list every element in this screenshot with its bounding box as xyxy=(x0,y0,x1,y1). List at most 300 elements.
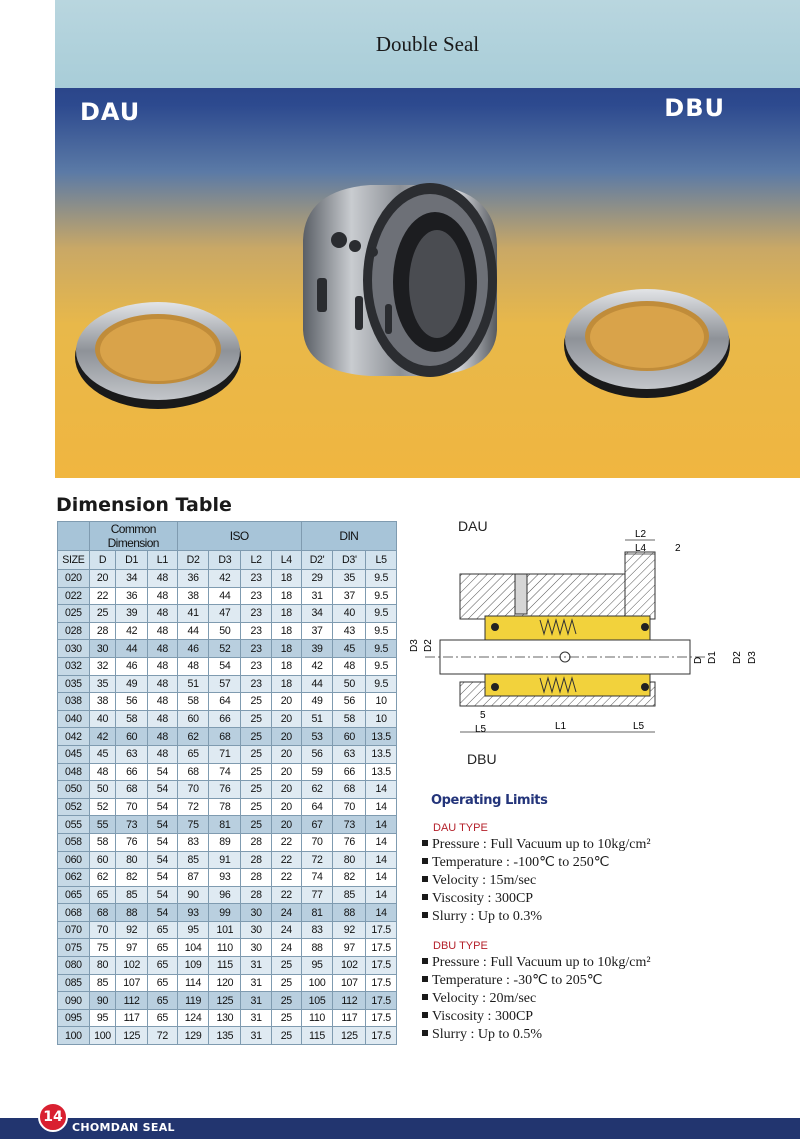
table-cell: 102 xyxy=(116,957,148,975)
table-cell: 83 xyxy=(177,833,209,851)
table-cell: 14 xyxy=(366,833,397,851)
table-cell: 70 xyxy=(116,798,148,816)
table-cell: 51 xyxy=(177,675,209,693)
table-cell: 9.5 xyxy=(366,622,397,640)
table-cell: 028 xyxy=(58,622,90,640)
group-header-spacer xyxy=(58,522,90,551)
table-cell: 52 xyxy=(209,640,241,658)
table-cell: 97 xyxy=(333,939,366,957)
table-cell: 46 xyxy=(177,640,209,658)
table-cell: 100 xyxy=(89,1027,115,1045)
table-cell: 65 xyxy=(89,886,115,904)
table-cell: 22 xyxy=(271,851,301,869)
table-cell: 020 xyxy=(58,570,90,588)
table-cell: 070 xyxy=(58,921,90,939)
seal-cross-section-diagram xyxy=(405,512,790,777)
table-cell: 89 xyxy=(209,833,241,851)
table-cell: 068 xyxy=(58,904,90,922)
table-group-header xyxy=(58,522,397,551)
o-ring xyxy=(641,683,649,691)
table-cell: 14 xyxy=(366,904,397,922)
table-cell: 31 xyxy=(241,1027,272,1045)
dau-type-title: DAU TYPE xyxy=(433,822,488,834)
table-cell: 14 xyxy=(366,798,397,816)
table-cell: 88 xyxy=(301,939,333,957)
table-cell: 72 xyxy=(177,798,209,816)
table-cell: 50 xyxy=(333,675,366,693)
table-cell: 24 xyxy=(271,904,301,922)
table-cell: 92 xyxy=(116,921,148,939)
label-d2-iso: D2 xyxy=(423,639,434,652)
brand-name: CHOMDAN SEAL xyxy=(72,1121,175,1134)
table-cell: 050 xyxy=(58,781,90,799)
list-item xyxy=(422,990,651,1008)
table-cell: 95 xyxy=(301,957,333,975)
table-cell: 88 xyxy=(116,904,148,922)
column-header-9: D3' xyxy=(333,551,366,570)
table-cell: 70 xyxy=(177,781,209,799)
table-cell: 78 xyxy=(209,798,241,816)
table-cell: 38 xyxy=(177,587,209,605)
table-cell: 54 xyxy=(148,781,178,799)
table-cell: 100 xyxy=(58,1027,90,1045)
table-cell: 28 xyxy=(241,886,272,904)
table-row xyxy=(58,974,397,992)
table-cell: 22 xyxy=(271,886,301,904)
table-cell: 10 xyxy=(366,710,397,728)
operating-limits-title: Operating Limits xyxy=(431,793,548,808)
table-cell: 73 xyxy=(116,816,148,834)
table-cell: 67 xyxy=(301,816,333,834)
limit-viscosity: Viscosity : 300CP xyxy=(432,891,534,906)
table-cell: 105 xyxy=(301,992,333,1010)
table-cell: 54 xyxy=(148,833,178,851)
table-cell: 54 xyxy=(148,816,178,834)
table-cell: 66 xyxy=(116,763,148,781)
gland-top xyxy=(625,552,655,619)
limit-temperature: Temperature : -30℃ to 205℃ xyxy=(432,973,603,988)
table-cell: 14 xyxy=(366,781,397,799)
table-cell: 18 xyxy=(271,657,301,675)
table-cell: 57 xyxy=(209,675,241,693)
table-cell: 95 xyxy=(89,1009,115,1027)
table-cell: 25 xyxy=(271,1009,301,1027)
table-cell: 66 xyxy=(333,763,366,781)
table-cell: 13.5 xyxy=(366,745,397,763)
bullet-icon xyxy=(422,876,428,882)
table-cell: 37 xyxy=(333,587,366,605)
table-cell: 18 xyxy=(271,587,301,605)
table-cell: 36 xyxy=(116,587,148,605)
list-item xyxy=(422,890,651,908)
seal-body-bottom xyxy=(485,674,650,696)
table-cell: 22 xyxy=(271,869,301,887)
table-cell: 81 xyxy=(301,904,333,922)
column-header-4: D2 xyxy=(177,551,209,570)
table-cell: 20 xyxy=(271,693,301,711)
table-cell: 112 xyxy=(116,992,148,1010)
table-cell: 34 xyxy=(301,605,333,623)
table-cell: 51 xyxy=(301,710,333,728)
table-cell: 135 xyxy=(209,1027,241,1045)
table-row xyxy=(58,886,397,904)
column-header-6: L2 xyxy=(241,551,272,570)
group-header-din: DIN xyxy=(301,522,396,551)
table-cell: 022 xyxy=(58,587,90,605)
table-cell: 66 xyxy=(209,710,241,728)
table-cell: 42 xyxy=(209,570,241,588)
table-cell: 20 xyxy=(271,798,301,816)
table-cell: 75 xyxy=(177,816,209,834)
table-cell: 48 xyxy=(148,710,178,728)
table-cell: 58 xyxy=(177,693,209,711)
table-cell: 80 xyxy=(116,851,148,869)
table-cell: 58 xyxy=(89,833,115,851)
table-cell: 23 xyxy=(241,605,272,623)
limit-velocity: Velocity : 20m/sec xyxy=(432,991,537,1006)
table-cell: 65 xyxy=(177,745,209,763)
table-cell: 40 xyxy=(333,605,366,623)
table-cell: 25 xyxy=(241,728,272,746)
table-cell: 56 xyxy=(333,693,366,711)
table-cell: 28 xyxy=(241,851,272,869)
table-cell: 93 xyxy=(177,904,209,922)
column-header-10: L5 xyxy=(366,551,397,570)
bullet-icon xyxy=(422,840,428,846)
table-cell: 63 xyxy=(116,745,148,763)
table-cell: 25 xyxy=(241,745,272,763)
table-cell: 48 xyxy=(148,587,178,605)
table-cell: 28 xyxy=(241,869,272,887)
table-cell: 035 xyxy=(58,675,90,693)
table-cell: 62 xyxy=(301,781,333,799)
table-cell: 17.5 xyxy=(366,1009,397,1027)
table-cell: 95 xyxy=(177,921,209,939)
table-cell: 68 xyxy=(333,781,366,799)
table-cell: 72 xyxy=(148,1027,178,1045)
table-cell: 88 xyxy=(333,904,366,922)
table-cell: 117 xyxy=(333,1009,366,1027)
table-cell: 60 xyxy=(89,851,115,869)
list-item xyxy=(422,908,651,926)
table-cell: 090 xyxy=(58,992,90,1010)
table-cell: 74 xyxy=(209,763,241,781)
table-cell: 90 xyxy=(89,992,115,1010)
table-cell: 114 xyxy=(177,974,209,992)
table-cell: 91 xyxy=(209,851,241,869)
table-cell: 50 xyxy=(209,622,241,640)
table-cell: 85 xyxy=(116,886,148,904)
table-cell: 90 xyxy=(177,886,209,904)
table-cell: 117 xyxy=(116,1009,148,1027)
table-cell: 85 xyxy=(89,974,115,992)
table-cell: 045 xyxy=(58,745,90,763)
bullet-icon xyxy=(422,894,428,900)
table-cell: 65 xyxy=(148,939,178,957)
table-cell: 87 xyxy=(177,869,209,887)
table-cell: 60 xyxy=(177,710,209,728)
table-row xyxy=(58,851,397,869)
dau-limits-list xyxy=(422,836,651,926)
table-cell: 60 xyxy=(116,728,148,746)
table-cell: 82 xyxy=(116,869,148,887)
table-cell: 81 xyxy=(209,816,241,834)
table-row xyxy=(58,605,397,623)
table-cell: 48 xyxy=(148,675,178,693)
table-cell: 73 xyxy=(333,816,366,834)
table-cell: 54 xyxy=(148,763,178,781)
table-cell: 77 xyxy=(301,886,333,904)
table-cell: 93 xyxy=(209,869,241,887)
table-cell: 23 xyxy=(241,622,272,640)
mechanical-seal-photo xyxy=(55,0,800,478)
label-d2-din: D2 xyxy=(732,651,743,664)
table-cell: 110 xyxy=(209,939,241,957)
bullet-icon xyxy=(422,994,428,1000)
group-header-common: Common Dimension xyxy=(89,522,177,551)
table-cell: 058 xyxy=(58,833,90,851)
table-cell: 125 xyxy=(333,1027,366,1045)
table-cell: 76 xyxy=(333,833,366,851)
table-cell: 060 xyxy=(58,851,90,869)
limit-temperature: Temperature : -100℃ to 250℃ xyxy=(432,855,610,870)
table-cell: 14 xyxy=(366,816,397,834)
table-column-header xyxy=(58,551,397,570)
table-cell: 30 xyxy=(241,904,272,922)
table-cell: 54 xyxy=(148,886,178,904)
page-title: Double Seal xyxy=(375,32,480,56)
table-cell: 80 xyxy=(333,851,366,869)
table-cell: 25 xyxy=(271,957,301,975)
column-header-2: D1 xyxy=(116,551,148,570)
table-cell: 24 xyxy=(271,921,301,939)
table-cell: 76 xyxy=(116,833,148,851)
table-cell: 58 xyxy=(116,710,148,728)
table-cell: 68 xyxy=(116,781,148,799)
table-cell: 96 xyxy=(209,886,241,904)
table-cell: 085 xyxy=(58,974,90,992)
table-cell: 104 xyxy=(177,939,209,957)
table-cell: 80 xyxy=(89,957,115,975)
table-cell: 025 xyxy=(58,605,90,623)
table-cell: 14 xyxy=(366,886,397,904)
table-cell: 31 xyxy=(241,957,272,975)
table-cell: 44 xyxy=(301,675,333,693)
table-cell: 70 xyxy=(301,833,333,851)
table-cell: 100 xyxy=(301,974,333,992)
table-row xyxy=(58,992,397,1010)
table-cell: 29 xyxy=(301,570,333,588)
bullet-icon xyxy=(422,976,428,982)
table-row xyxy=(58,939,397,957)
table-cell: 42 xyxy=(301,657,333,675)
column-header-7: L4 xyxy=(271,551,301,570)
table-cell: 18 xyxy=(271,570,301,588)
table-cell: 040 xyxy=(58,710,90,728)
dbu-label: DBU xyxy=(664,94,725,122)
table-cell: 85 xyxy=(333,886,366,904)
table-cell: 54 xyxy=(209,657,241,675)
table-cell: 35 xyxy=(333,570,366,588)
table-cell: 13.5 xyxy=(366,763,397,781)
table-cell: 107 xyxy=(116,974,148,992)
table-cell: 13.5 xyxy=(366,728,397,746)
table-cell: 22 xyxy=(271,833,301,851)
table-cell: 48 xyxy=(177,657,209,675)
table-cell: 37 xyxy=(301,622,333,640)
table-cell: 20 xyxy=(271,728,301,746)
bullet-icon xyxy=(422,1012,428,1018)
table-cell: 25 xyxy=(271,992,301,1010)
table-cell: 48 xyxy=(148,693,178,711)
table-cell: 31 xyxy=(301,587,333,605)
table-cell: 92 xyxy=(333,921,366,939)
dbu-limits-list xyxy=(422,954,651,1044)
table-cell: 9.5 xyxy=(366,657,397,675)
pin xyxy=(515,574,527,614)
table-row xyxy=(58,816,397,834)
table-cell: 30 xyxy=(89,640,115,658)
list-item xyxy=(422,854,651,872)
bullet-icon xyxy=(422,912,428,918)
table-row xyxy=(58,570,397,588)
label-l2: L2 xyxy=(635,529,647,540)
table-cell: 30 xyxy=(241,939,272,957)
table-cell: 10 xyxy=(366,693,397,711)
table-cell: 9.5 xyxy=(366,675,397,693)
column-header-5: D3 xyxy=(209,551,241,570)
table-cell: 42 xyxy=(116,622,148,640)
table-cell: 48 xyxy=(148,570,178,588)
table-cell: 56 xyxy=(301,745,333,763)
table-cell: 48 xyxy=(148,605,178,623)
table-row xyxy=(58,833,397,851)
table-cell: 23 xyxy=(241,675,272,693)
table-row xyxy=(58,904,397,922)
table-row xyxy=(58,798,397,816)
dbu-type-title: DBU TYPE xyxy=(433,940,488,952)
table-cell: 71 xyxy=(209,745,241,763)
page-number: 14 xyxy=(38,1102,68,1132)
limit-slurry: Slurry : Up to 0.5% xyxy=(432,1027,543,1042)
table-row xyxy=(58,869,397,887)
table-cell: 25 xyxy=(241,710,272,728)
table-cell: 54 xyxy=(148,798,178,816)
table-cell: 82 xyxy=(333,869,366,887)
table-cell: 20 xyxy=(271,710,301,728)
table-row xyxy=(58,728,397,746)
table-cell: 30 xyxy=(241,921,272,939)
label-d1: D1 xyxy=(707,651,718,664)
label-2: 2 xyxy=(675,543,681,554)
table-cell: 60 xyxy=(333,728,366,746)
table-cell: 54 xyxy=(148,904,178,922)
table-cell: 23 xyxy=(241,587,272,605)
table-cell: 20 xyxy=(89,570,115,588)
table-cell: 109 xyxy=(177,957,209,975)
table-cell: 17.5 xyxy=(366,939,397,957)
list-item xyxy=(422,972,651,990)
table-cell: 129 xyxy=(177,1027,209,1045)
table-cell: 55 xyxy=(89,816,115,834)
dau-label: DAU xyxy=(80,98,141,126)
table-cell: 68 xyxy=(209,728,241,746)
table-cell: 28 xyxy=(89,622,115,640)
table-cell: 101 xyxy=(209,921,241,939)
table-cell: 115 xyxy=(301,1027,333,1045)
table-cell: 39 xyxy=(301,640,333,658)
diagram-dbu-label: DBU xyxy=(467,751,497,767)
table-cell: 17.5 xyxy=(366,974,397,992)
bullet-icon xyxy=(422,858,428,864)
table-cell: 18 xyxy=(271,675,301,693)
table-cell: 20 xyxy=(271,816,301,834)
table-row xyxy=(58,640,397,658)
table-cell: 25 xyxy=(271,974,301,992)
table-cell: 76 xyxy=(209,781,241,799)
table-cell: 125 xyxy=(209,992,241,1010)
table-cell: 062 xyxy=(58,869,90,887)
table-cell: 64 xyxy=(209,693,241,711)
label-l1: L1 xyxy=(555,721,567,732)
table-cell: 70 xyxy=(89,921,115,939)
table-row xyxy=(58,745,397,763)
table-cell: 85 xyxy=(177,851,209,869)
label-l5-right: L5 xyxy=(633,721,645,732)
table-cell: 48 xyxy=(148,622,178,640)
table-cell: 065 xyxy=(58,886,90,904)
limit-velocity: Velocity : 15m/sec xyxy=(432,873,537,888)
table-cell: 42 xyxy=(89,728,115,746)
table-cell: 62 xyxy=(177,728,209,746)
table-cell: 72 xyxy=(301,851,333,869)
table-cell: 44 xyxy=(177,622,209,640)
table-cell: 17.5 xyxy=(366,1027,397,1045)
bullet-icon xyxy=(422,958,428,964)
table-row xyxy=(58,622,397,640)
label-d3-din: D3 xyxy=(747,651,758,664)
table-cell: 18 xyxy=(271,605,301,623)
table-cell: 9.5 xyxy=(366,587,397,605)
table-cell: 102 xyxy=(333,957,366,975)
list-item xyxy=(422,1008,651,1026)
table-cell: 042 xyxy=(58,728,90,746)
table-cell: 130 xyxy=(209,1009,241,1027)
limit-pressure: Pressure : Full Vacuum up to 10kg/cm² xyxy=(432,837,651,852)
table-cell: 030 xyxy=(58,640,90,658)
table-cell: 25 xyxy=(89,605,115,623)
table-cell: 65 xyxy=(148,957,178,975)
table-cell: 68 xyxy=(177,763,209,781)
bullet-icon xyxy=(422,1030,428,1036)
table-cell: 44 xyxy=(209,587,241,605)
group-header-iso: ISO xyxy=(177,522,301,551)
table-cell: 25 xyxy=(241,816,272,834)
table-cell: 23 xyxy=(241,657,272,675)
table-cell: 74 xyxy=(301,869,333,887)
table-cell: 075 xyxy=(58,939,90,957)
table-cell: 48 xyxy=(148,728,178,746)
table-cell: 25 xyxy=(241,781,272,799)
label-d3-iso: D3 xyxy=(409,639,420,652)
table-cell: 9.5 xyxy=(366,570,397,588)
table-cell: 54 xyxy=(148,869,178,887)
table-cell: 59 xyxy=(301,763,333,781)
table-cell: 31 xyxy=(241,992,272,1010)
table-row xyxy=(58,657,397,675)
table-cell: 125 xyxy=(116,1027,148,1045)
table-cell: 048 xyxy=(58,763,90,781)
